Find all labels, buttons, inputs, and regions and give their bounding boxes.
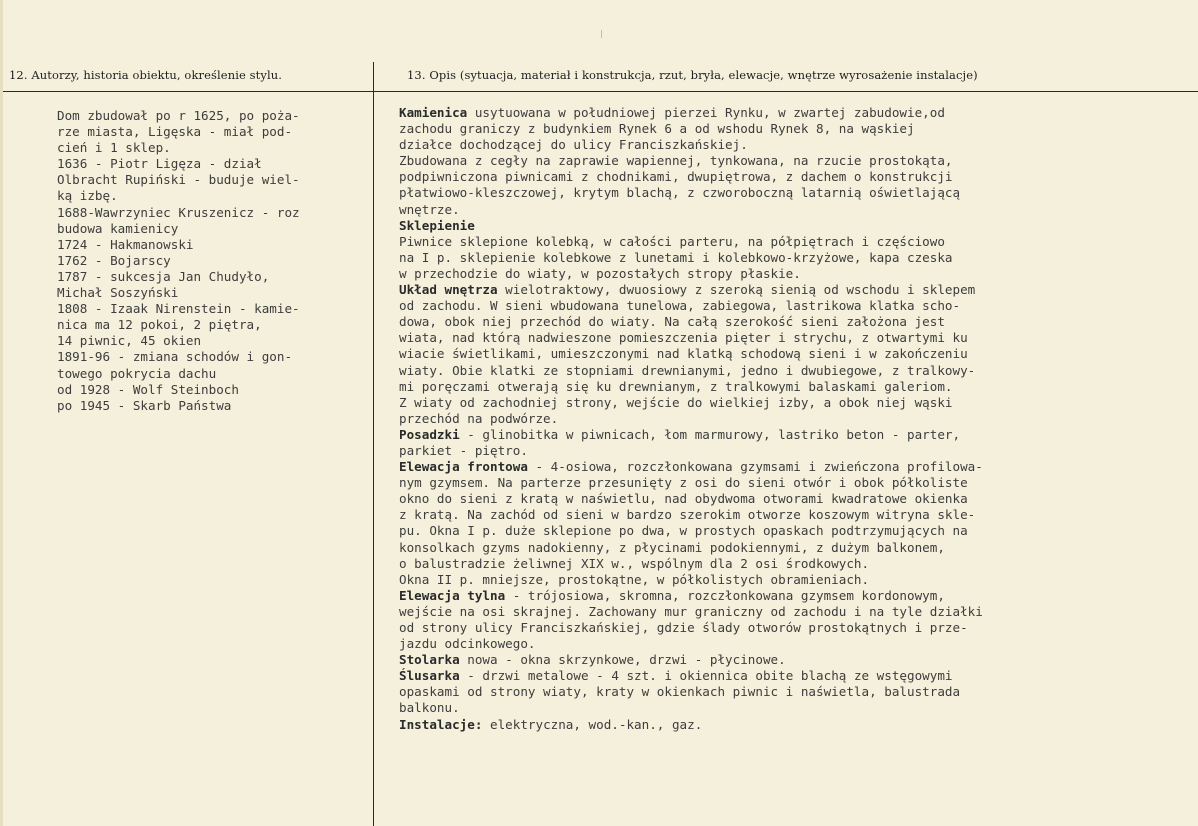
history-line: od 1928 - Wolf Steinboch <box>57 381 239 397</box>
description-text-run: - trójosiowa, skromna, rozczłonkowana gzymsem kordonowym, <box>505 587 945 603</box>
description-line <box>399 684 983 700</box>
description-text-run: wiata, nad którą nadwieszone pomieszczenia pięter i strychu, z otwartymi ku <box>399 330 968 346</box>
description-text-run: wiaty. Obie klatki ze stopniami drewnianymi, jedno i dwubiegowe, z tralkowy- <box>399 362 976 378</box>
description-line <box>399 620 983 636</box>
description-text-run: wiacie świetlikami, umieszczonymi nad klatką schodową sieni i w zakończeniu <box>399 346 968 362</box>
section-keyword: Układ wnętrza <box>399 282 498 298</box>
description-text-run: - 4-osiowa, rozczłonkowana gzymsami i zwieńczona profilowa- <box>527 459 983 475</box>
description-line <box>399 604 983 620</box>
description-line <box>399 314 983 330</box>
description-line <box>399 540 983 556</box>
description-line <box>399 491 983 507</box>
section-keyword: Elewacja tylna <box>399 587 506 603</box>
description-text-run: jazdu odcinkowego. <box>399 636 536 652</box>
description-text-run: działce dochodzącej do ulicy Franciszkańskiej. <box>399 137 748 153</box>
description-text-run: - glinobitka w piwnicach, łom marmurowy, lastriko beton - parter, <box>459 426 961 442</box>
history-line: Dom zbudował po r 1625, po poża- <box>57 108 300 123</box>
description-line <box>399 298 983 314</box>
history-line: budowa kamienicy <box>57 220 179 236</box>
header-divider <box>3 91 1198 92</box>
description-line <box>399 185 983 201</box>
section-13-header: 13. Opis (sytuacja, materiał i konstrukcja, rzut, bryła, elewacje, wnętrze wyrosażenie instalacje) <box>407 68 978 82</box>
description-line <box>399 668 983 684</box>
description-line <box>399 218 983 234</box>
history-line: cień i 1 sklep. <box>57 140 171 156</box>
description-line <box>399 395 983 411</box>
section-keyword: Ślusarka <box>399 668 460 684</box>
section-keyword: Instalacje: <box>399 716 483 732</box>
description-line <box>399 588 983 604</box>
description-text-run: nym gzymsem. Na parterze przesunięty z osi do sieni otwór i obok półkoliste <box>399 475 968 491</box>
history-line: 1724 - Hakmanowski <box>57 236 194 252</box>
description-text-run: wejście na osi skrajnej. Zachowany mur graniczny od zachodu i na tyle działki <box>399 603 983 619</box>
history-line: 1762 - Bojarscy <box>57 252 171 268</box>
description-line <box>399 330 983 346</box>
section-keyword: Posadzki <box>399 426 460 442</box>
description-text-run: Zbudowana z cegły na zaprawie wapiennej, tynkowana, na rzucie prostokąta, <box>399 153 953 169</box>
scan-mark <box>601 30 602 38</box>
description-text <box>399 105 983 733</box>
description-text-run: pu. Okna I p. duże sklepione po dwa, w prostych opaskach podtrzymujących na <box>399 523 968 539</box>
description-line <box>399 153 983 169</box>
description-text-run: Z wiaty od zachodniej strony, wejście do wielkiej izby, a obok niej wąski <box>399 394 953 410</box>
section-keyword: Sklepienie <box>399 217 475 233</box>
description-line <box>399 652 983 668</box>
description-text-run: od strony ulicy Franciszkańskiej, gdzie ślady otworów prostokątnych i prze- <box>399 620 968 635</box>
description-line <box>399 363 983 379</box>
column-divider <box>373 62 374 826</box>
description-line <box>399 427 983 443</box>
history-line: nica ma 12 pokoi, 2 piętra, <box>57 317 262 333</box>
description-text-run: w przechodzie do wiaty, w pozostałych stropy płaskie. <box>399 265 801 281</box>
description-line <box>399 556 983 572</box>
description-text-run: wielotraktowy, dwuosiowy z szeroką sienią od wschodu i sklepem <box>497 282 976 298</box>
history-line: Michał Soszyński <box>57 285 179 301</box>
description-line <box>399 282 983 298</box>
description-line <box>399 121 983 137</box>
description-line <box>399 717 983 733</box>
description-line <box>399 700 983 716</box>
description-line <box>399 234 983 250</box>
description-text-run: nowa - okna skrzynkowe, drzwi - płycinowe. <box>459 652 786 668</box>
description-text-run: z kratą. Na zachód od sieni w bardzo szerokim otworze koszowym witryna skle- <box>399 507 976 523</box>
description-line <box>399 411 983 427</box>
description-text-run: usytuowana w południowej pierzei Rynku, w zwartej zabudowie,od <box>467 105 945 120</box>
description-text-run: przechód na podwórze. <box>399 410 559 426</box>
history-line: ką izbę. <box>57 188 118 204</box>
section-keyword: Kamienica <box>399 105 468 120</box>
description-line <box>399 250 983 266</box>
description-line <box>399 379 983 395</box>
description-line <box>399 443 983 459</box>
section-12-header: 12. Autorzy, historia obiektu, określenie stylu. <box>9 68 283 82</box>
history-line: 14 piwnic, 45 okien <box>57 333 202 349</box>
description-text-run: balkonu. <box>399 700 460 716</box>
description-text-run: dowa, obok niej przechód do wiaty. Na całą szerokość sieni założona jest <box>399 314 945 330</box>
description-text-run: okno do sieni z kratą w naświetlu, nad obydwoma otworami kwadratowe okienka <box>399 491 968 507</box>
history-text <box>57 108 300 414</box>
description-line <box>399 459 983 475</box>
section-keyword: Stolarka <box>399 652 460 668</box>
description-text-run: mi poręczami otwerają się ku drewnianym, z tralkowymi balaskami galeriom. <box>399 378 953 394</box>
description-text-run: elektryczna, wod.-kan., gaz. <box>482 716 703 732</box>
history-line: 1787 - sukcesja Jan Chudyło, <box>57 268 270 284</box>
description-line <box>399 105 983 121</box>
description-text-run: na I p. sklepienie kolebkowe z lunetami i kolebkowo-krzyżowe, kapa czeska <box>399 249 953 265</box>
history-line: 1688-Wawrzyniec Kruszenicz - roz <box>57 204 300 220</box>
description-text-run: opaskami od strony wiaty, kraty w okienkach piwnic i naświetla, balustrada <box>399 684 961 700</box>
description-text-run: płatwiowo-kleszczowej, krytym blachą, z czworoboczną latarnią oświetlającą <box>399 185 961 201</box>
description-text-run: od zachodu. W sieni wbudowana tunelowa, zabiegowa, lastrikowa klatka scho- <box>399 298 961 314</box>
description-text-run: - drzwi metalowe - 4 szt. i okiennica obite blachą ze wstęgowymi <box>459 668 953 684</box>
history-line: 1808 - Izaak Nirenstein - kamie- <box>57 301 300 317</box>
description-line <box>399 636 983 652</box>
history-line: po 1945 - Skarb Państwa <box>57 397 232 413</box>
description-line <box>399 346 983 362</box>
description-text-run: Piwnice sklepione kolebką, w całości parteru, na półpiętrach i częściowo <box>399 233 945 249</box>
description-text-run: Okna II p. mniejsze, prostokątne, w półkolistych obramieniach. <box>399 571 870 587</box>
history-line: rze miasta, Ligęska - miał pod- <box>57 124 293 140</box>
description-text-run: o balustradzie żeliwnej XIX w., wspólnym dla 2 osi środkowych. <box>399 555 870 571</box>
section-keyword: Elewacja frontowa <box>399 459 528 475</box>
history-line: Olbracht Rupiński - buduje wiel- <box>57 172 300 188</box>
description-line <box>399 169 983 185</box>
description-line <box>399 475 983 491</box>
description-text-run: parkiet - piętro. <box>399 442 528 458</box>
description-line <box>399 266 983 282</box>
description-text-run: podpiwniczona piwnicami z chodnikami, dwupiętrowa, z dachem o konstrukcji <box>399 169 953 185</box>
description-line <box>399 523 983 539</box>
description-text-run: zachodu graniczy z budynkiem Rynek 6 a od wshodu Rynek 8, na wąskiej <box>399 121 915 137</box>
description-line <box>399 137 983 153</box>
description-line <box>399 572 983 588</box>
description-text-run: konsolkach gzyms nadokienny, z płycinami podokiennymi, z dużym balkonem, <box>399 539 945 555</box>
description-text-run: wnętrze. <box>399 201 460 217</box>
history-line: 1636 - Piotr Ligęza - dział <box>57 156 262 172</box>
description-line <box>399 202 983 218</box>
history-line: towego pokrycia dachu <box>57 365 217 381</box>
history-line: 1891-96 - zmiana schodów i gon- <box>57 349 293 365</box>
description-line <box>399 507 983 523</box>
